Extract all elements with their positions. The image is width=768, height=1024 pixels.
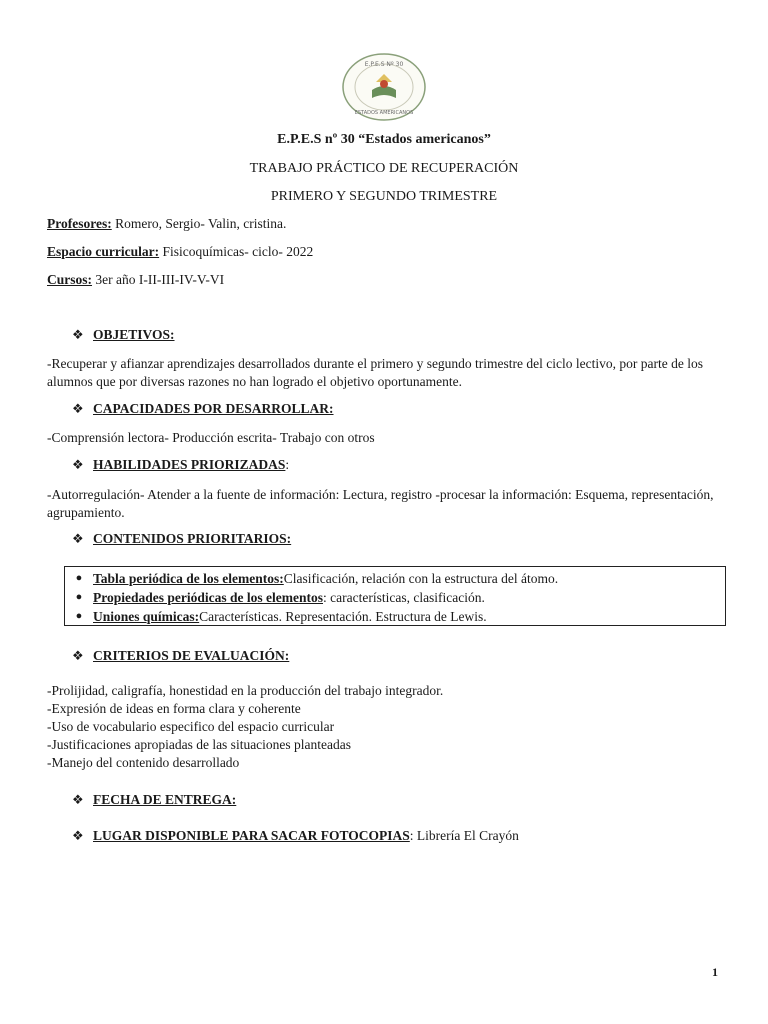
section-criterios xyxy=(72,648,289,664)
section-title: CONTENIDOS PRIORITARIOS: xyxy=(93,531,292,546)
diamond-bullet-icon: ❖ xyxy=(72,327,84,342)
section-objetivos xyxy=(72,327,175,343)
objetivos-text: -Recuperar y afianzar aprendizajes desarrollados durante el primero y segundo trimestre del ciclo lectivo, por parte de los alumnos que por diversas razones no han logrado el objetivo oportunamente. xyxy=(47,356,703,389)
document-subtitle: PRIMERO Y SEGUNDO TRIMESTRE xyxy=(270,189,498,204)
school-name: E.P.E.S nº 30 “Estados americanos” xyxy=(277,132,491,147)
section-lugar: ❖ LUGAR DISPONIBLE PARA SACAR FOTOCOPIAS : Librería El Crayón xyxy=(72,828,519,843)
list-item: -Justificaciones apropiadas de las situaciones planteadas xyxy=(47,737,352,752)
section-habilidades: ❖ HABILIDADES PRIORIZADAS : xyxy=(72,457,290,472)
list-item: -Prolijidad, caligrafía, honestidad en la producción del trabajo integrador. xyxy=(47,683,444,698)
diamond-bullet-icon: ❖ xyxy=(72,828,84,843)
list-item: ● Propiedades periódicas de los elementos : características, clasificación. xyxy=(65,588,725,607)
diamond-bullet-icon: ❖ xyxy=(72,401,84,416)
svg-text:ESTADOS AMERICANOS: ESTADOS AMERICANOS xyxy=(354,110,414,116)
espacio-label: Espacio curricular: xyxy=(47,244,160,259)
section-title: OBJETIVOS: xyxy=(93,327,175,342)
criterios-list xyxy=(47,682,443,772)
cursos-label: Cursos: xyxy=(47,272,93,287)
section-capacidades xyxy=(72,401,334,417)
section-title: LUGAR DISPONIBLE PARA SACAR FOTOCOPIAS xyxy=(93,828,410,843)
list-item: -Manejo del contenido desarrollado xyxy=(47,755,240,770)
svg-text:E.P.E.S Nº 30: E.P.E.S Nº 30 xyxy=(364,61,404,68)
bullet-icon: ● xyxy=(75,591,83,603)
profesores-value: Romero, Sergio- Valin, cristina. xyxy=(111,216,287,231)
diamond-bullet-icon: ❖ xyxy=(72,531,84,546)
list-item: ● Uniones químicas: Características. Representación. Estructura de Lewis. xyxy=(65,607,725,626)
profesores-line xyxy=(47,216,286,232)
bullet-icon: ● xyxy=(75,572,83,584)
diamond-bullet-icon: ❖ xyxy=(72,792,84,807)
bullet-icon: ● xyxy=(75,610,83,622)
list-item: -Uso de vocabulario especifico del espacio curricular xyxy=(47,719,335,734)
page-number: 1 xyxy=(712,965,718,979)
diamond-bullet-icon: ❖ xyxy=(72,457,84,472)
capacidades-text: -Comprensión lectora- Producción escrita- Trabajo con otros xyxy=(47,430,375,445)
espacio-line xyxy=(47,244,313,260)
section-title: CAPACIDADES POR DESARROLLAR: xyxy=(93,401,334,416)
cursos-line xyxy=(47,272,224,288)
espacio-value: Fisicoquímicas- ciclo- 2022 xyxy=(159,244,314,259)
section-contenidos xyxy=(72,531,291,547)
cursos-value: 3er año I-II-III-IV-V-VI xyxy=(92,272,225,287)
diamond-bullet-icon: ❖ xyxy=(72,648,84,663)
school-seal-logo xyxy=(342,52,426,122)
section-title: HABILIDADES PRIORIZADAS xyxy=(93,457,286,472)
habilidades-text: -Autorregulación- Atender a la fuente de información: Lectura, registro -procesar la información: Esquema, representación, agrupamiento. xyxy=(47,487,714,520)
section-title: CRITERIOS DE EVALUACIÓN: xyxy=(93,648,290,663)
list-item: -Expresión de ideas en forma clara y coherente xyxy=(47,701,301,716)
section-title: FECHA DE ENTREGA: xyxy=(93,792,237,807)
contenidos-table xyxy=(64,566,726,626)
list-item: ● Tabla periódica de los elementos: Clasificación, relación con la estructura del átomo. xyxy=(65,569,725,588)
document-title: TRABAJO PRÁCTICO DE RECUPERACIÓN xyxy=(249,161,519,176)
section-fecha xyxy=(72,792,236,808)
profesores-label: Profesores: xyxy=(47,216,112,231)
